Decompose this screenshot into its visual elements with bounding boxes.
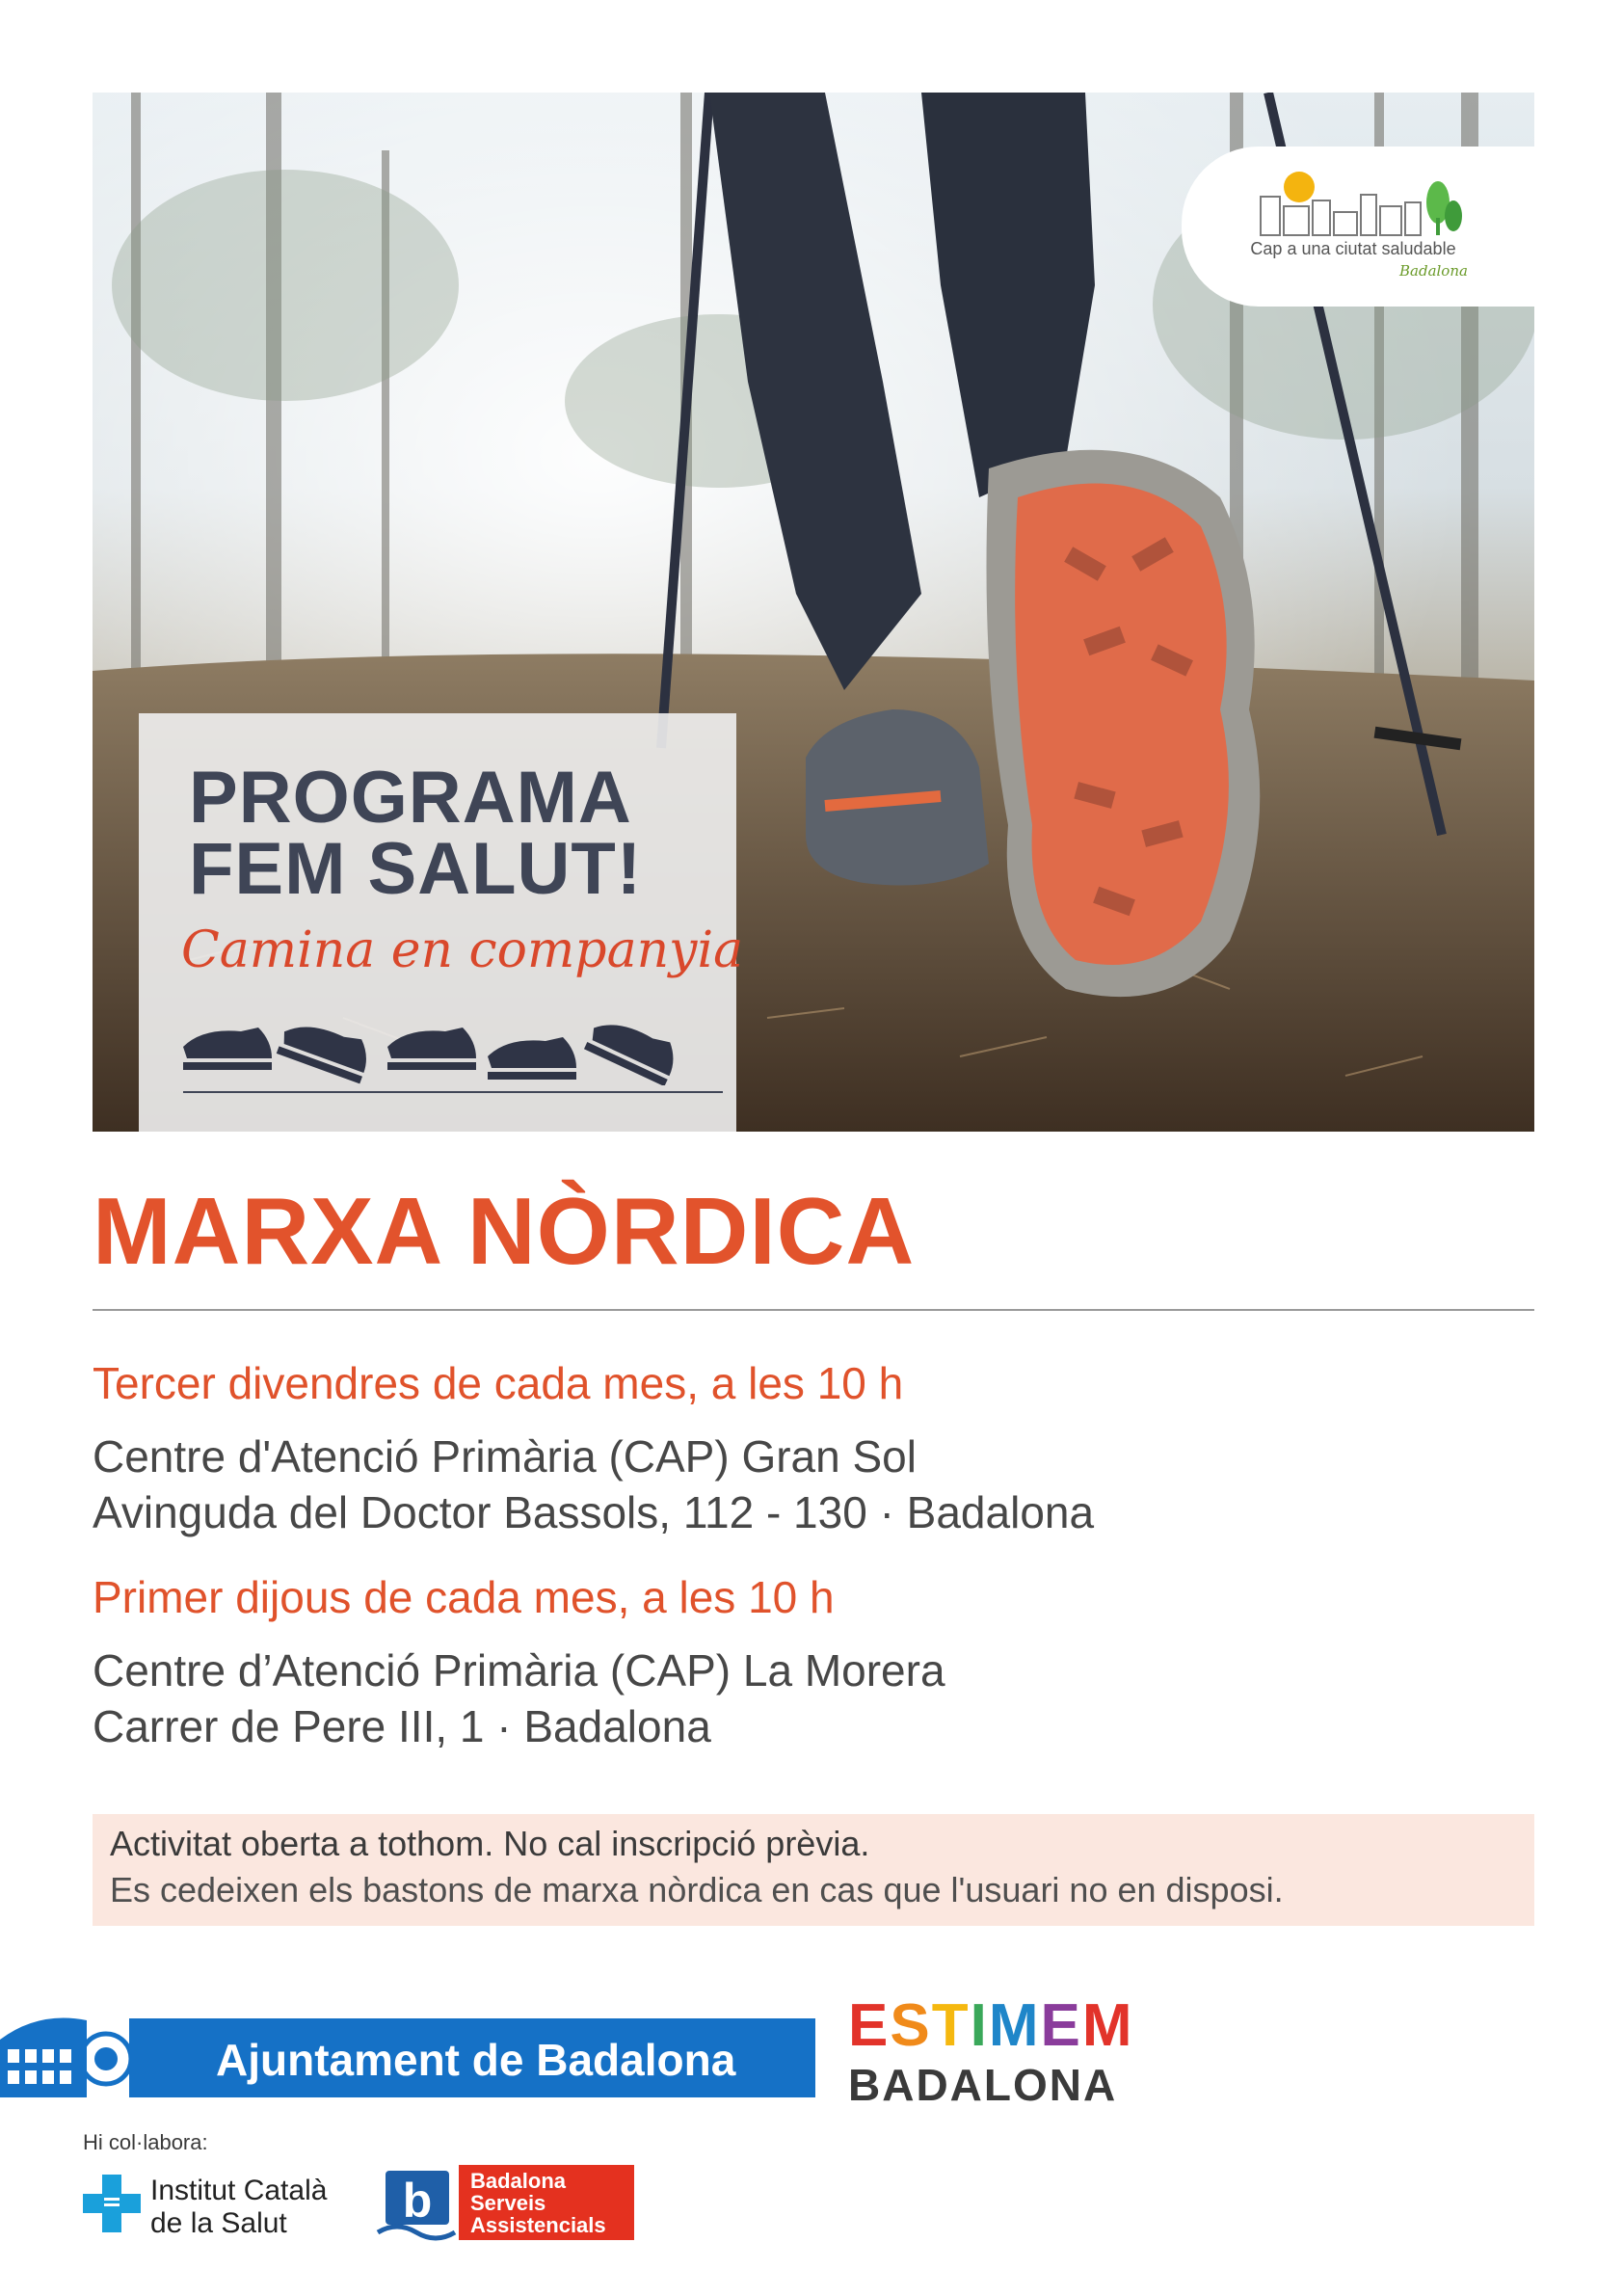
page-title: MARXA NÒRDICA: [93, 1178, 916, 1284]
bsa-letter: b: [402, 2174, 433, 2228]
ics-name: [150, 2175, 327, 2239]
program-title-line1: PROGRAMA: [189, 757, 632, 839]
notice-line2: Es cedeixen els bastons de marxa nòrdica en cas que l'usuari no en disposi.: [110, 1870, 1284, 1909]
bsa-logo-icon: [376, 2165, 457, 2242]
notice-line1: Activitat oberta a tothom. No cal inscripció prèvia.: [110, 1824, 870, 1863]
estimem-letter: I: [970, 1995, 989, 2055]
estimem-letter: E: [848, 1995, 891, 2055]
badalona-emblem-icon: [0, 2011, 135, 2107]
shoe-icon: [488, 1037, 576, 1080]
shoe-icon: [183, 1028, 272, 1070]
bsa-line3: Assistencials: [470, 2213, 606, 2237]
healthy-city-badge: [1182, 147, 1534, 307]
bsa-line2: Serveis: [470, 2191, 546, 2215]
ics-line2: de la Salut: [150, 2206, 287, 2239]
ajuntament-label: Ajuntament de Badalona: [216, 2035, 736, 2085]
program-tagline: Camina en companyia: [181, 921, 744, 979]
shoe-icon: [584, 1010, 682, 1085]
shoe-baseline: [183, 1091, 723, 1093]
ajuntament-bar: [129, 2018, 815, 2097]
badge-text: Cap a una ciutat saludable: [1250, 239, 1456, 258]
bsa-line1: Badalona: [470, 2169, 567, 2193]
estimem-letter: M: [1081, 1995, 1134, 2055]
estimem-letter: S: [890, 1995, 932, 2055]
program-title-line2: FEM SALUT!: [189, 828, 643, 910]
collab-label: Hi col·labora:: [83, 2130, 208, 2154]
shoe-icon: [277, 1014, 375, 1084]
badge-subtext: Badalona: [1399, 262, 1468, 280]
estimem-letter: M: [988, 1995, 1041, 2055]
city-skyline-icon: [1253, 168, 1465, 241]
bsa-label-box: [459, 2165, 634, 2240]
title-divider: [93, 1309, 1534, 1311]
schedule-1-place: Centre d'Atenció Primària (CAP) Gran Sol: [93, 1431, 917, 1482]
ics-line1: Institut Català: [150, 2175, 328, 2206]
program-box: [139, 713, 744, 1132]
estimem-letter: E: [1040, 1995, 1082, 2055]
schedule-2-heading: Primer dijous de cada mes, a les 10 h: [93, 1572, 835, 1622]
shoe-icon: [387, 1028, 476, 1070]
estimem-logo: [848, 1995, 1137, 2055]
notice-box: [93, 1814, 1534, 1926]
estimem-badalona-label: BADALONA: [848, 2060, 1118, 2110]
ics-cross-icon: [83, 2175, 141, 2232]
schedule-2-place: Centre d’Atenció Primària (CAP) La Morera: [93, 1645, 945, 1695]
shoe-icons: [183, 999, 723, 1085]
schedule-1-address: Avinguda del Doctor Bassols, 112 - 130 · Badalona: [93, 1487, 1095, 1537]
estimem-letter: T: [931, 1995, 971, 2055]
schedule-2-address: Carrer de Pere III, 1 · Badalona: [93, 1701, 711, 1751]
schedule-1-heading: Tercer divendres de cada mes, a les 10 h: [93, 1358, 904, 1408]
svg-text:ESTIMEM: [848, 1995, 1134, 2055]
